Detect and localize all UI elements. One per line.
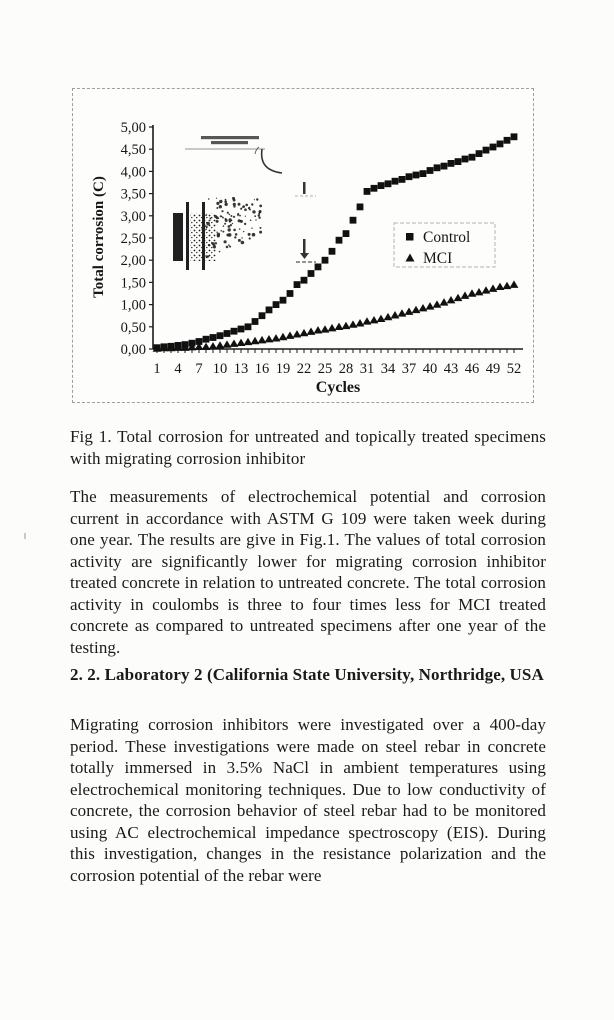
svg-text:19: 19 [275,361,291,377]
inset-illegible-text [185,136,265,149]
y-axis-ticks [121,120,153,358]
total-corrosion-chart [73,89,533,402]
svg-text:4: 4 [174,361,182,377]
svg-text:1: 1 [153,361,161,377]
inset-rebar-sketch [173,197,262,270]
svg-text:1,50: 1,50 [120,275,146,292]
svg-text:5,00: 5,00 [120,120,146,136]
svg-text:0,00: 0,00 [120,342,146,358]
figure-inset-graphic [173,136,316,270]
figure-1-box [72,88,534,403]
svg-text:28: 28 [338,361,354,377]
svg-text:3,00: 3,00 [120,208,146,225]
svg-text:13: 13 [233,361,249,377]
svg-text:7: 7 [195,361,203,377]
svg-text:40: 40 [422,361,438,377]
y-axis-title: Total corrosion (C) [91,176,107,298]
section-heading: 2. 2. Laboratory 2 (California State University, Northridge, USA [70,665,544,684]
svg-text:22: 22 [296,361,312,377]
legend-square-marker-icon [406,233,414,241]
x-axis-title: Cycles [315,379,361,396]
body-paragraph-1: The measurements of electrochemical potential and corrosion current in accordance with ASTM G 109 were taken week during one year. The results are give in Fig.1. The values of total corrosion activity are significantly lower for migrating corrosion inhibitor treated concrete in relation to untreated concrete. The total corrosion activity in coulombs is three to four times less for MCI treated concrete as compared to untreated specimens after one year of the testing. [70,487,546,657]
svg-text:10: 10 [212,361,228,377]
scan-artifact [24,533,26,539]
svg-text:37: 37 [401,361,417,377]
inset-arrow-marks [295,182,316,262]
svg-text:31: 31 [359,361,375,377]
svg-text:4,50: 4,50 [120,142,146,159]
svg-text:52: 52 [506,361,522,377]
chart-legend [394,223,495,267]
svg-text:1,00: 1,00 [120,297,146,314]
svg-text:3,50: 3,50 [120,186,146,203]
inset-decay-curve [255,147,282,173]
svg-text:4,00: 4,00 [120,164,146,181]
figure-caption: Fig 1. Total corrosion for untreated and topically treated specimens with migrating corrosion inhibitor [70,427,546,468]
legend-label-control: Control [423,229,471,246]
legend-label-mci: MCI [423,250,453,267]
svg-text:2,50: 2,50 [120,231,146,247]
svg-text:2,00: 2,00 [120,253,146,270]
svg-text:43: 43 [443,361,459,377]
svg-text:46: 46 [464,361,480,377]
body-paragraph-2: Migrating corrosion inhibitors were investigated over a 400-day period. These investigations were made on steel rebar in concrete totally immersed in 3.5% NaCl in ambient temperatures using electrochemical monitoring techniques. Due to low conductivity of concrete, the corrosion behavior of steel rebar had to be monitored using AC electrochemical impedance spectroscopy (EIS). During this investigation, changes in the resistance polarization and the corrosion potential of the rebar were [70,715,546,885]
svg-text:0,50: 0,50 [120,319,146,336]
svg-text:34: 34 [380,361,396,377]
x-axis-tick-labels [153,361,521,377]
svg-text:25: 25 [317,361,333,377]
svg-text:16: 16 [254,361,270,377]
svg-text:49: 49 [485,361,501,377]
